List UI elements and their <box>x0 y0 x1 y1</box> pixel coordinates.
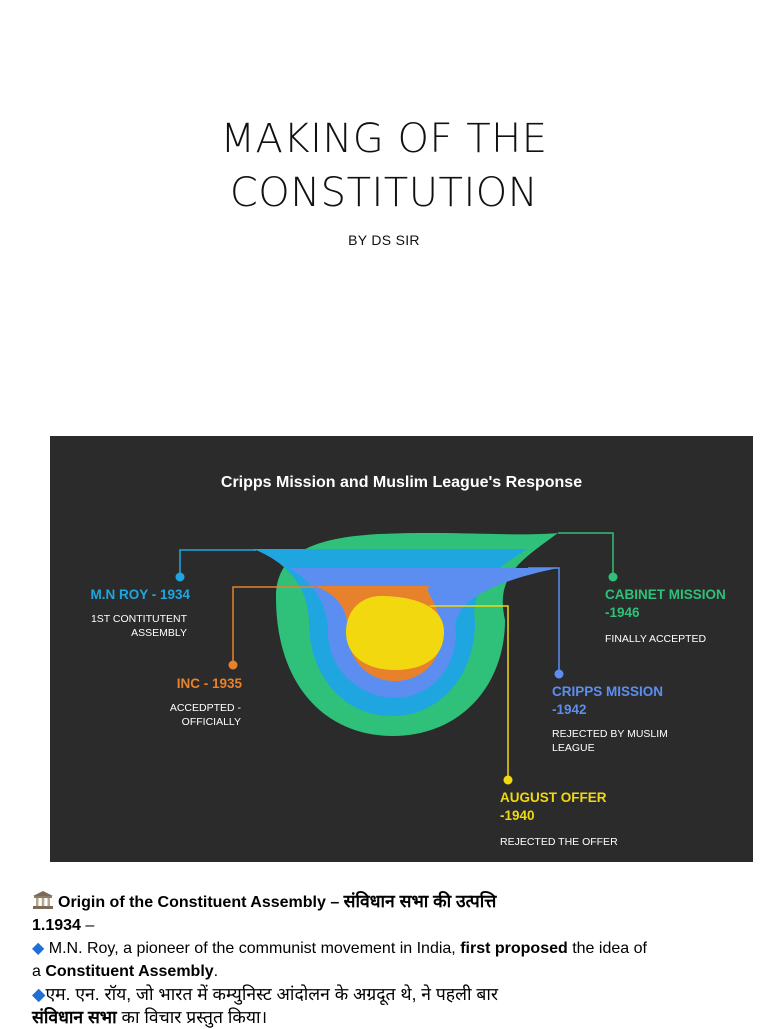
label-mn-roy: M.N ROY - 1934 <box>90 587 190 602</box>
label-inc: INC - 1935 <box>176 676 242 691</box>
dot-mn-roy <box>176 573 185 582</box>
connector-cripps <box>528 568 559 674</box>
year: 1.1934 <box>32 917 81 934</box>
desc-mn-roy <box>70 612 187 640</box>
p1-bold: first proposed <box>460 940 568 957</box>
dot-august <box>504 776 513 785</box>
dot-inc <box>229 661 238 670</box>
desc-august-offer: REJECTED THE OFFER <box>500 836 618 848</box>
p1-text-c: a <box>32 963 46 980</box>
para-2-line-2 <box>32 1006 742 1029</box>
desc-mn-roy-line1: 1ST CONTITUTENT <box>90 613 187 625</box>
para-1-line-1 <box>32 937 742 960</box>
title-line-2: CONSTITUTION <box>229 170 539 216</box>
desc-inc-line1: ACCEDPTED - <box>169 702 241 714</box>
notes-heading <box>32 890 742 914</box>
notes-section <box>32 890 742 1029</box>
infographic-title: Cripps Mission and Muslim League's Response <box>220 474 583 491</box>
year-suffix: – <box>80 917 95 934</box>
p1-text-d: . <box>213 963 219 980</box>
infographic-panel <box>50 436 753 862</box>
label-cripps-line2: -1942 <box>552 702 587 717</box>
p1-bold-2: Constituent Assembly <box>45 963 214 980</box>
dot-cabinet <box>609 573 618 582</box>
label-august-line2: -1940 <box>500 808 535 823</box>
heading-hi: संविधान सभा की उत्पत्ति <box>343 891 497 911</box>
desc-cripps-mission <box>552 727 668 755</box>
dot-cripps <box>555 670 564 679</box>
year-line <box>32 914 742 937</box>
slide-byline: BY DS SIR <box>348 232 420 248</box>
para-1-line-2 <box>32 960 742 983</box>
desc-cripps-line1: REJECTED BY MUSLIM <box>552 728 668 740</box>
blue-diamond-icon: ◆ <box>32 984 46 1004</box>
label-august-line1: AUGUST OFFER <box>500 790 607 805</box>
para-2-line-1 <box>32 983 742 1006</box>
desc-mn-roy-line2: ASSEMBLY <box>131 627 187 639</box>
label-cripps-line1: CRIPPS MISSION <box>552 684 664 699</box>
heading-en: Origin of the Constituent Assembly – <box>58 894 344 911</box>
desc-inc <box>110 701 241 729</box>
infographic-graphic <box>50 436 753 862</box>
label-cabinet-mission <box>605 586 726 622</box>
slide-title <box>0 112 768 220</box>
classical-building-icon <box>32 890 54 910</box>
p1-text-a: M.N. Roy, a pioneer of the communist movement in India, <box>44 940 461 957</box>
p2-text-a: एम. एन. रॉय, जो भारत में कम्युनिस्ट आंदोलन के अग्रदूत थे, ने पहली बार <box>45 984 499 1004</box>
p2-text-b: का विचार प्रस्तुत किया। <box>116 1007 268 1027</box>
label-august-offer <box>500 789 607 825</box>
blue-diamond-icon: ◆ <box>32 940 45 957</box>
label-cabinet-line2: -1946 <box>605 605 640 620</box>
label-cabinet-line1: CABINET MISSION <box>605 587 726 602</box>
title-line-1: MAKING OF THE <box>220 116 548 162</box>
connector-mn-roy <box>180 550 256 577</box>
p2-bold: संविधान सभा <box>32 1007 117 1027</box>
desc-inc-line2: OFFICIALLY <box>181 716 241 728</box>
desc-cripps-line2: LEAGUE <box>552 742 595 754</box>
p1-text-b: the idea of <box>567 940 647 957</box>
arc-yellow <box>346 596 444 670</box>
desc-cabinet-mission: FINALLY ACCEPTED <box>605 633 707 645</box>
label-cripps-mission <box>552 683 663 719</box>
connector-cabinet <box>558 533 613 577</box>
